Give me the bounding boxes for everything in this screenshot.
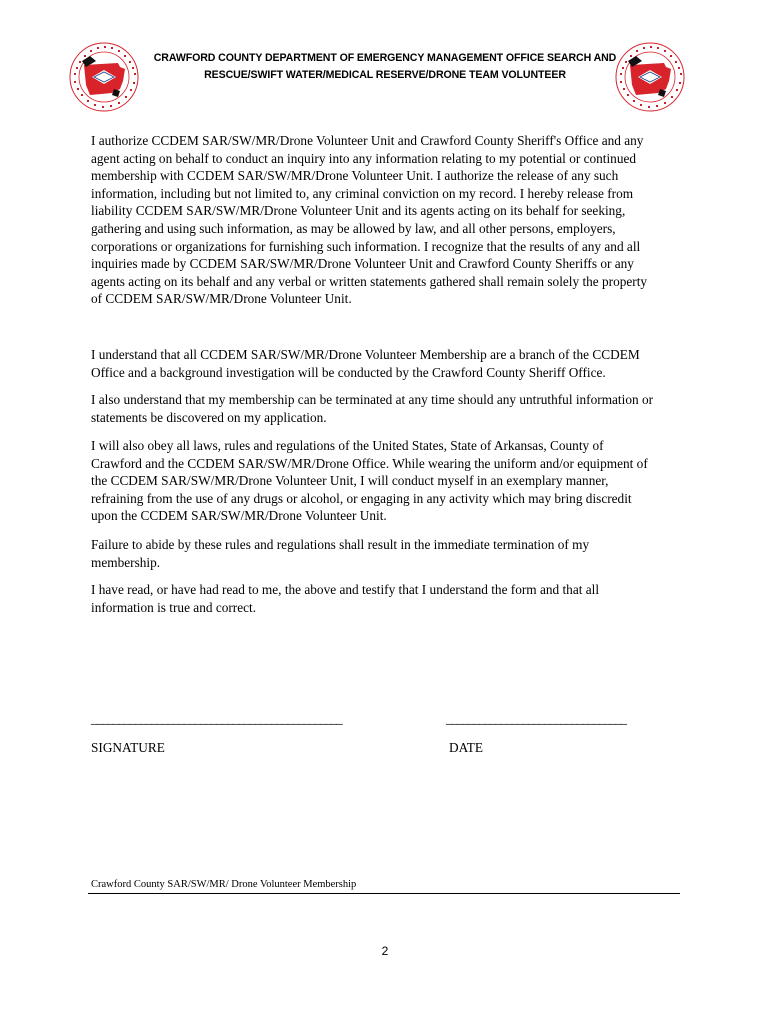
text-line: Failure to abide by these rules and regulations shall result in the immediate termination of my — [91, 537, 590, 552]
text-line: agents acting on its behalf and any verbal or written statements gathered shall remain solely the property — [91, 273, 648, 289]
text-line: corporations or organizations for furnishing such information. I recognize that the results of any and all — [91, 238, 641, 254]
date-label: DATE — [449, 740, 483, 755]
signature-field[interactable]: ______________________________________________ — [91, 711, 342, 726]
page-number: 2 — [381, 944, 389, 958]
text-line: membership with CCDEM SAR/SW/MR/Drone Volunteer Unit. I authorize the release of any such — [91, 168, 619, 184]
text-line: I have read, or have had read to me, the above and testify that I understand the form and that all — [91, 582, 600, 597]
conduct-paragraph — [91, 437, 691, 525]
text-line: of CCDEM SAR/SW/MR/Drone Volunteer Unit. — [91, 291, 352, 307]
text-line: I authorize CCDEM SAR/SW/MR/Drone Volunteer Unit and Crawford County Sheriff's Office and any — [91, 133, 644, 148]
text-line: membership. — [91, 554, 161, 570]
document-title — [140, 50, 630, 84]
failure-paragraph — [91, 536, 691, 571]
attestation-paragraph — [91, 581, 691, 616]
title-line-2: RESCUE/SWIFT WATER/MEDICAL RESERVE/DRONE TEAM VOLUNTEER — [204, 69, 566, 81]
footer-text: Crawford County SAR/SW/MR/ Drone Volunteer Membership — [91, 879, 357, 890]
county-seal-icon — [614, 41, 686, 113]
text-line: the CCDEM SAR/SW/MR/Drone Volunteer Unit, I will conduct myself in an exemplary manner, — [91, 473, 609, 489]
text-line: I also understand that my membership can be terminated at any time should any untruthful information or — [91, 392, 654, 407]
text-line: statements be discovered on my application. — [91, 409, 327, 425]
text-line: agent acting on behalf to conduct an inquiry into any information relating to my potential or continued — [91, 150, 637, 166]
text-line: gathering and using such information, as may be allowed by law, and all other persons, employers, — [91, 220, 616, 236]
authorization-paragraph — [91, 132, 691, 308]
text-line: information is true and correct. — [91, 599, 257, 615]
footer-divider — [88, 893, 680, 894]
text-line: inquiries made by CCDEM SAR/SW/MR/Drone Volunteer Unit and Crawford County Sheriffs or any — [91, 256, 634, 272]
text-line: I will also obey all laws, rules and regulations of the United States, State of Arkansas, County of — [91, 438, 604, 453]
membership-paragraph — [91, 346, 691, 381]
text-line: Crawford and the CCDEM SAR/SW/MR/Drone Office. While wearing the uniform and/or equipment of — [91, 455, 648, 471]
text-line: upon the CCDEM SAR/SW/MR/Drone Volunteer Unit. — [91, 508, 387, 524]
text-line: Office and a background investigation will be conducted by the Crawford County Sheriff Office. — [91, 364, 606, 380]
text-line: liability CCDEM SAR/SW/MR/Drone Volunteer Unit and its agents acting on its behalf for seeking, — [91, 203, 626, 219]
text-line: information, including but not limited to, any criminal conviction on my record. I hereby release from — [91, 185, 634, 201]
termination-paragraph — [91, 391, 691, 426]
text-line: refraining from the use of any drugs or alcohol, or engaging in any activity which may bring discredit — [91, 490, 632, 506]
signature-label: SIGNATURE — [91, 740, 165, 755]
date-field[interactable]: _________________________________ — [446, 711, 626, 726]
county-seal-icon — [68, 41, 140, 113]
title-line-1: CRAWFORD COUNTY DEPARTMENT OF EMERGENCY MANAGEMENT OFFICE SEARCH AND — [153, 52, 617, 64]
text-line: I understand that all CCDEM SAR/SW/MR/Drone Volunteer Membership are a branch of the CCDEM — [91, 347, 640, 362]
